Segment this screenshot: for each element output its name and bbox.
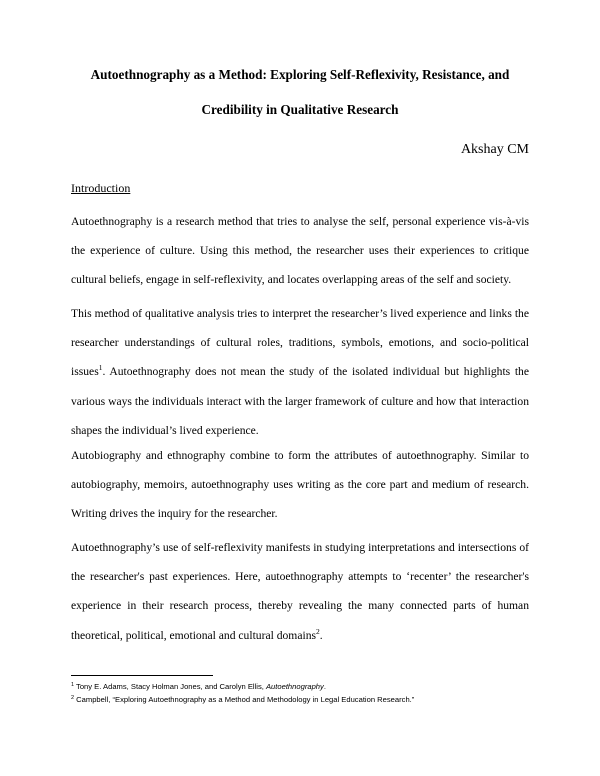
footnote-2-number: 2 [71, 695, 75, 701]
paragraph-2 [71, 299, 529, 445]
paragraph-4 [71, 533, 529, 650]
paragraph-2-text-a: This method of qualitative analysis tries to interpret the researcher’s lived experience and links the researcher understandings of cultural roles, traditions, symbols, emotions, and socio-political issues [71, 307, 529, 379]
footnote-1-italic-title: Autoethnography [265, 682, 324, 691]
footnote-1 [71, 681, 541, 693]
footnote-ref-2[interactable]: 2 [316, 626, 320, 636]
paragraph-3: Autobiography and ethnography combine to form the attributes of autoethnography. Similar to autobiography, memoirs, autoethnography uses writing as the core part and medium of research. Writing drives the inquiry for the researcher. [71, 449, 529, 521]
paragraph-4-text-b: . [319, 628, 323, 642]
footnote-1-text: Tony E. Adams, Stacy Holman Jones, and Carolyn Ellis, [74, 682, 266, 691]
paragraph-1: Autoethnography is a research method that tries to analyse the self, personal experience vis-à-vis the experience of culture. Using this method, the researcher uses their experiences to critique cultural beliefs, engage in self-reflexivity, and locates overlapping areas of the self and society. [71, 215, 529, 287]
footnote-separator [71, 675, 213, 676]
footnote-2 [71, 694, 541, 706]
paragraph-2-text-b: . Autoethnography does not mean the study of the isolated individual but highlights the various ways the individuals interact with the larger framework of culture and how that interaction shapes the individual’s lived experience. [71, 365, 529, 437]
title-line-1: Autoethnography as a Method: Exploring Self-Reflexivity, Resistance, and [90, 67, 510, 82]
section-heading-introduction: Introduction [71, 181, 131, 195]
footnote-2-text: Campbell, “Exploring Autoethnography as a Method and Methodology in Legal Education Research.” [74, 695, 415, 704]
paragraph-4-text-a: Autoethnography’s use of self-reflexivity manifests in studying interpretations and intersections of the researcher's past experiences. Here, autoethnography attempts to ‘recenter’ the researcher's experience in their research process, thereby revealing the many connected parts of human theoretical, political, emotional and cultural domains [71, 541, 529, 642]
author-name: Akshay CM [460, 142, 529, 157]
footnote-1-number: 1 [71, 682, 75, 688]
footnote-1-end: . [323, 682, 326, 691]
footnote-ref-1[interactable]: 1 [98, 363, 103, 373]
title-line-2: Credibility in Qualitative Research [201, 102, 399, 117]
